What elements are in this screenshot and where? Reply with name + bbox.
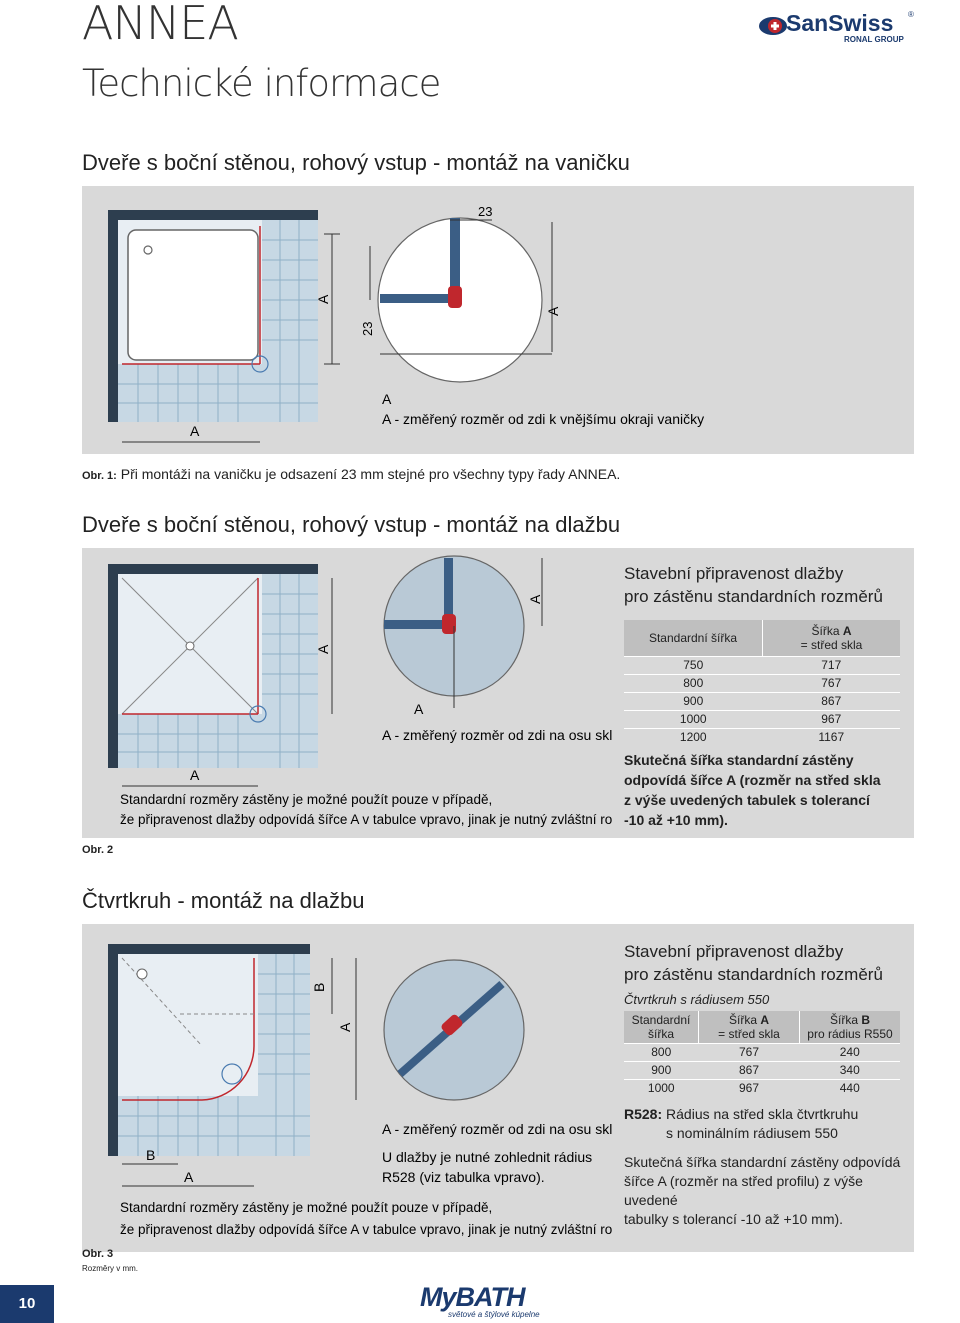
section2-spec-table: [624, 620, 900, 746]
seal-detail: [448, 286, 462, 308]
section3-note: A - změřený rozměr od zdi na osu skla: [382, 1121, 612, 1137]
section3-diagram: [82, 924, 612, 1252]
section3-note2-line1: U dlažby je nutné zohlednit rádius: [382, 1149, 593, 1165]
logo-brand: SanSwiss: [786, 10, 894, 36]
section3-standard-line2: že připravenost dlažby odpovídá šířce A v tabulce vpravo, jinak je nutný zvláštní rozměr.: [120, 1222, 612, 1237]
spec-col-width-a: Šířka A = střed skla: [699, 1011, 800, 1043]
final-note: Skutečná šířka standardní zástěny odpovídá šířce A (rozměr na střed profilu) z výše uvedené tabulky s tolerancí -10 až +10 mm).: [624, 1154, 901, 1227]
dim-b-vertical: B: [311, 982, 327, 992]
spec-title-line2: pro zástěnu standardních rozměrů: [624, 587, 883, 606]
r528-note: R528: Rádius na střed skla čtvrtkruhu s nominálním rádiusem 550: [624, 1106, 859, 1141]
section3-caption: Obr. 3: [82, 1248, 114, 1260]
spec-col-standard: Standardní šířka: [624, 1011, 699, 1043]
dim-a-circle: A: [545, 306, 561, 316]
spec-col-width-a: Šířka A = střed skla: [763, 620, 901, 656]
shower-tray: [128, 230, 258, 360]
spec-bold-note: Skutečná šířka standardní zástěny odpovídá šířce A (rozměr na střed skla z výše uvedených tabulek s tolerancí -10 až +10 mm).: [624, 752, 881, 828]
sanswiss-logo: [758, 10, 918, 46]
caption-text: Při montáži na vaničku je odsazení 23 mm stejné pro všechny typy řady ANNEA.: [120, 466, 621, 482]
dim-a-vertical: A: [337, 1022, 353, 1032]
dim-23-top: 23: [478, 204, 493, 219]
section3-diagram-panel: [82, 924, 914, 1252]
dim-a-vertical: A: [315, 294, 331, 304]
table-row: 800 767: [624, 674, 900, 692]
table-row: 900 867: [624, 692, 900, 710]
swiss-cross-icon: [758, 15, 788, 37]
table-row: 800 767 240: [624, 1043, 900, 1061]
section2-standard-line2: že připravenost dlažby odpovídá šířce A v tabulce vpravo, jinak je nutný zvláštní rozměr.: [120, 812, 612, 827]
section2-caption: Obr. 2: [82, 844, 114, 856]
section3-standard-line1: Standardní rozměry zástěny je možné použít pouze v případě,: [120, 1200, 493, 1215]
page-number: 10: [0, 1285, 54, 1323]
section2-diagram: [82, 548, 612, 838]
section3-spec-panel: [624, 940, 906, 1229]
section1-diagram: [82, 186, 914, 454]
table-row: 750 717: [624, 656, 900, 674]
mybath-tagline: světové a štýlové kúpelne: [448, 1310, 540, 1319]
logo-sub: RONAL GROUP: [844, 35, 904, 44]
section1-title: Dveře s boční stěnou, rohový vstup - montáž na vaničku: [82, 150, 630, 175]
dim-a-circle: A: [527, 594, 543, 604]
section3-title: Čtvrtkruh - montáž na dlažbu: [82, 888, 365, 913]
spec-title-line1: Stavební připravenost dlažby: [624, 942, 844, 961]
section3-caption-small: Rozměry v mm.: [82, 1264, 138, 1273]
section2-spec-panel: [624, 562, 906, 830]
section1-caption: [82, 466, 620, 482]
table-row: 900 867 340: [624, 1061, 900, 1079]
page-title: Technické informace: [82, 62, 441, 105]
section1-note: A - změřený rozměr od zdi k vnějšímu okraji vaničky: [382, 411, 705, 427]
dim-a-bottom: A: [190, 423, 200, 439]
spec-title-line2: pro zástěnu standardních rozměrů: [624, 965, 883, 984]
dim-a-bottom: A: [184, 1169, 194, 1185]
spec-subtitle: Čtvrtkruh s rádiusem 550: [624, 992, 770, 1007]
section2-title: Dveře s boční stěnou, rohový vstup - montáž na dlažbu: [82, 512, 621, 537]
dim-a-vertical: A: [315, 644, 331, 654]
drain-icon: [186, 642, 194, 650]
section1-diagram-panel: [82, 186, 914, 454]
table-row: 1000 967 440: [624, 1079, 900, 1097]
table-row: 1200 1167: [624, 728, 900, 746]
spec-col-standard: Standardní šířka: [624, 620, 763, 656]
section3-spec-table: [624, 1011, 900, 1097]
spec-col-width-b: Šířka B pro rádius R550: [800, 1011, 901, 1043]
dim-23-offset: 23: [360, 321, 375, 336]
section2-note: A - změřený rozměr od zdi na osu skla: [382, 727, 612, 743]
section2-standard-line1: Standardní rozměry zástěny je možné použít pouze v případě,: [120, 792, 493, 807]
logo-registered: ®: [908, 10, 914, 19]
dim-a-label: A: [382, 391, 392, 407]
dim-a-label: A: [414, 701, 424, 717]
drain-icon: [137, 969, 147, 979]
section2-diagram-panel: [82, 548, 914, 838]
brand-title: ANNEA: [82, 0, 238, 50]
mybath-brand: MyBATH: [420, 1282, 525, 1312]
dim-a-bottom: A: [190, 767, 200, 783]
dim-b-bottom: B: [146, 1147, 156, 1163]
mybath-logo: [420, 1282, 544, 1322]
caption-label: Obr. 1:: [82, 470, 117, 482]
section3-note2-line2: R528 (viz tabulka vpravo).: [382, 1169, 545, 1185]
table-row: 1000 967: [624, 710, 900, 728]
spec-title-line1: Stavební připravenost dlažby: [624, 564, 844, 583]
